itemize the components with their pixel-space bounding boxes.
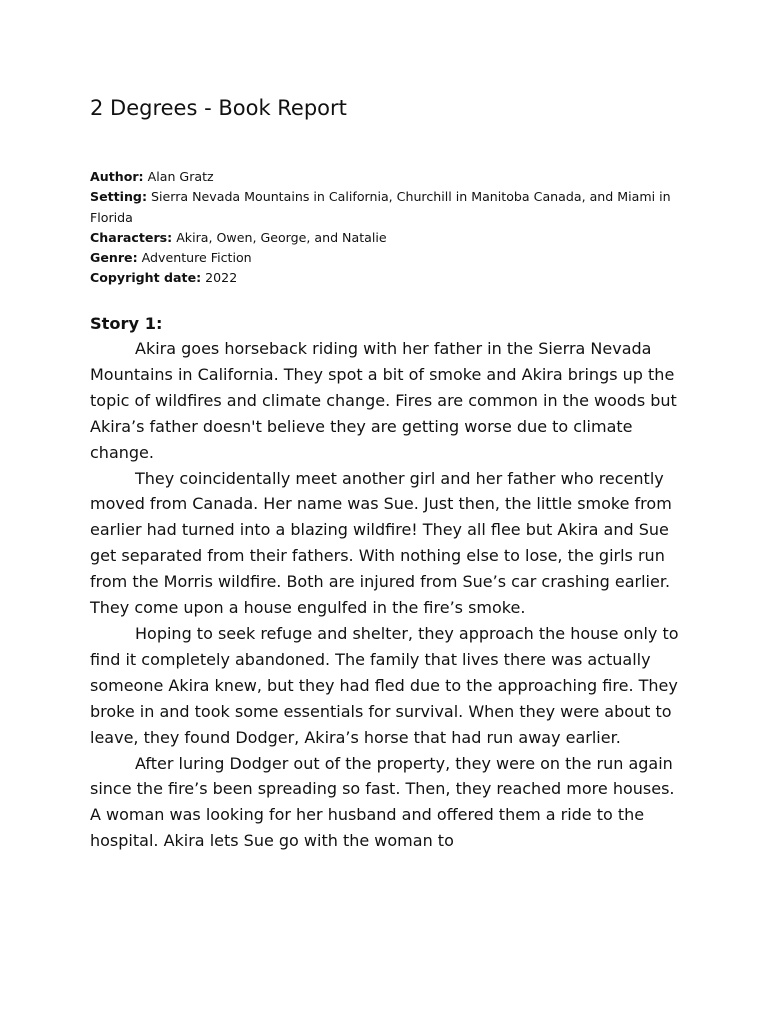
story-paragraph: Hoping to seek refuge and shelter, they approach the house only to find it completely abandoned. The family that lives there was actually someone Akira knew, but they had fled due to the approaching fire. They broke in and took some essentials for survival. When they were about to leave, they found Dodger, Akira’s horse that had run away earlier. [90, 623, 679, 747]
author-value: Alan Gratz [143, 169, 214, 184]
story-1-body [90, 336, 690, 854]
genre-label: Genre: [90, 250, 138, 266]
story-paragraph: They coincidentally meet another girl and her father who recently moved from Canada. Her name was Sue. Just then, the little smoke from earlier had turned into a blazing wildfire! They all flee but Akira and Sue get separated from their fathers. With nothing else to lose, the girls run from the Morris wildfire. Both are injured from Sue’s car crashing earlier. They come upon a house engulfed in the fire’s smoke. [90, 468, 672, 618]
setting-value: Sierra Nevada Mountains in California, Churchill in Manitoba Canada, and Miami in Florida [90, 189, 671, 225]
copyright-label: Copyright date: [90, 270, 202, 286]
copyright-value: 2022 [201, 270, 238, 286]
characters-value: Akira, Owen, George, and Natalie [172, 229, 387, 245]
copyright-row [90, 268, 690, 288]
author-row [90, 167, 690, 187]
characters-label: Characters: [90, 229, 173, 245]
setting-label: Setting: [90, 189, 147, 205]
document-title: 2 Degrees - Book Report [90, 96, 347, 120]
story-paragraph: Akira goes horseback riding with her father in the Sierra Nevada Mountains in California. They spot a bit of smoke and Akira brings up the topic of wildfires and climate change. Fires are common in the woods but Akira’s father doesn't believe they are getting worse due to climate change. [90, 339, 677, 462]
genre-row [90, 248, 690, 268]
characters-row [90, 228, 690, 248]
story-paragraph: After luring Dodger out of the property, they were on the run again since the fire’s been spreading so fast. Then, they reached more houses. A woman was looking for her husband and offered them a ride to the hospital. Akira lets Sue go with the woman to [90, 753, 675, 851]
story-1-heading: Story 1: [90, 314, 163, 333]
setting-row [90, 187, 690, 228]
genre-value: Adventure Fiction [137, 250, 252, 266]
author-label: Author: [90, 169, 144, 184]
book-metadata [90, 167, 690, 289]
